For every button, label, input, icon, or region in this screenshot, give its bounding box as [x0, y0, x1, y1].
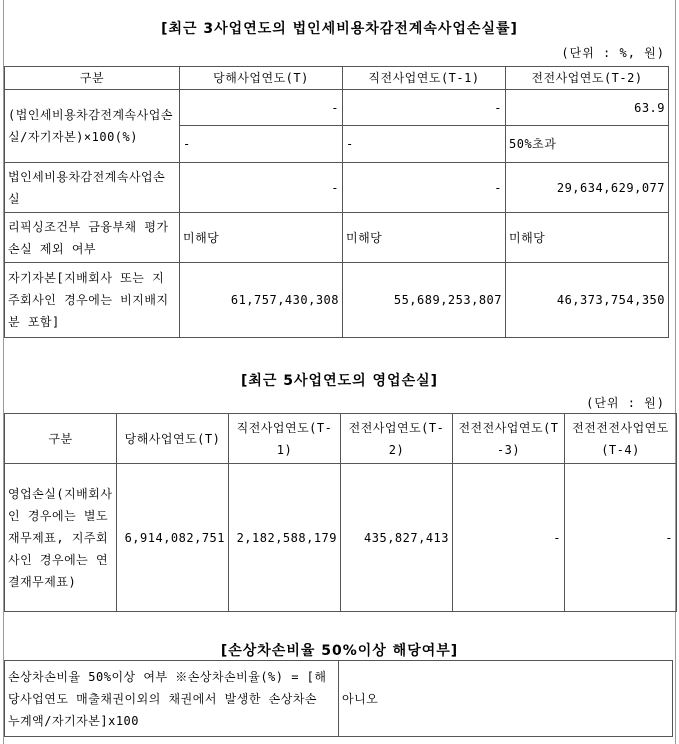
section3-title: [손상차손비율 50%이상 해당여부] — [220, 643, 459, 659]
cell-value: - — [565, 464, 677, 612]
row-label: 손상차손비율 50%이상 여부 ※손상차손비율(%) = [해당사업연도 매출채권이외의 채권에서 발생한 손상차손 누계액/자기자본]x100 — [5, 661, 339, 737]
row-label: 리픽싱조건부 금융부채 평가손실 제외 여부 — [5, 213, 180, 263]
row-label: 법인세비용차감전계속사업손실 — [5, 163, 180, 213]
table-header-row — [5, 67, 669, 90]
table-row — [5, 464, 677, 612]
section1-title: [최근 3사업연도의 법인세비용차감전계속사업손실률] — [161, 21, 518, 37]
row-label: (법인세비용차감전계속사업손실/자기자본)×100(%) — [5, 90, 180, 163]
cell-value: 미해당 — [180, 213, 343, 263]
cell-value: 미해당 — [506, 213, 669, 263]
cell-value: 46,373,754,350 — [506, 263, 669, 338]
cell-value: 63.9 — [506, 90, 669, 126]
header-t1: 직전사업연도(T-1) — [343, 67, 506, 90]
cell-value: 61,757,430,308 — [180, 263, 343, 338]
table-header-row — [5, 414, 677, 464]
header-t: 당해사업연도(T) — [117, 414, 229, 464]
section2-title: [최근 5사업연도의 영업손실] — [240, 373, 439, 389]
cell-value: 6,914,082,751 — [117, 464, 229, 612]
header-category: 구분 — [5, 414, 117, 464]
cell-value: 50%초과 — [506, 126, 669, 163]
section2-unit: (단위 : 원) — [586, 396, 665, 410]
header-t2: 전전사업연도(T-2) — [341, 414, 453, 464]
cell-value: - — [180, 90, 343, 126]
cell-value: 435,827,413 — [341, 464, 453, 612]
header-t: 당해사업연도(T) — [180, 67, 343, 90]
table-row — [5, 163, 669, 213]
header-t4: 전전전전사업연도(T-4) — [565, 414, 677, 464]
cell-value: - — [343, 163, 506, 213]
table-row — [5, 661, 673, 737]
header-t1: 직전사업연도(T-1) — [229, 414, 341, 464]
table-row — [5, 90, 669, 126]
cell-value: 미해당 — [343, 213, 506, 263]
cell-value: 2,182,588,179 — [229, 464, 341, 612]
cell-value: - — [180, 126, 343, 163]
cell-value: - — [180, 163, 343, 213]
header-t3: 전전전사업연도(T-3) — [453, 414, 565, 464]
row-label: 영업손실(지배회사인 경우에는 별도재무제표, 지주회사인 경우에는 연결재무제표) — [5, 464, 117, 612]
row-label: 자기자본[지배회사 또는 지주회사인 경우에는 비지배지분 포함] — [5, 263, 180, 338]
operating-loss-table — [4, 413, 677, 612]
cell-value: 29,634,629,077 — [506, 163, 669, 213]
loss-ratio-table — [4, 66, 669, 338]
table-row — [5, 213, 669, 263]
impairment-table — [4, 660, 673, 737]
header-category: 구분 — [5, 67, 180, 90]
cell-value: - — [343, 90, 506, 126]
cell-value: - — [453, 464, 565, 612]
cell-value: 아니오 — [339, 661, 673, 737]
section1-unit: (단위 : %, 원) — [561, 46, 665, 60]
cell-value: 55,689,253,807 — [343, 263, 506, 338]
header-t2: 전전사업연도(T-2) — [506, 67, 669, 90]
cell-value: - — [343, 126, 506, 163]
table-row — [5, 263, 669, 338]
